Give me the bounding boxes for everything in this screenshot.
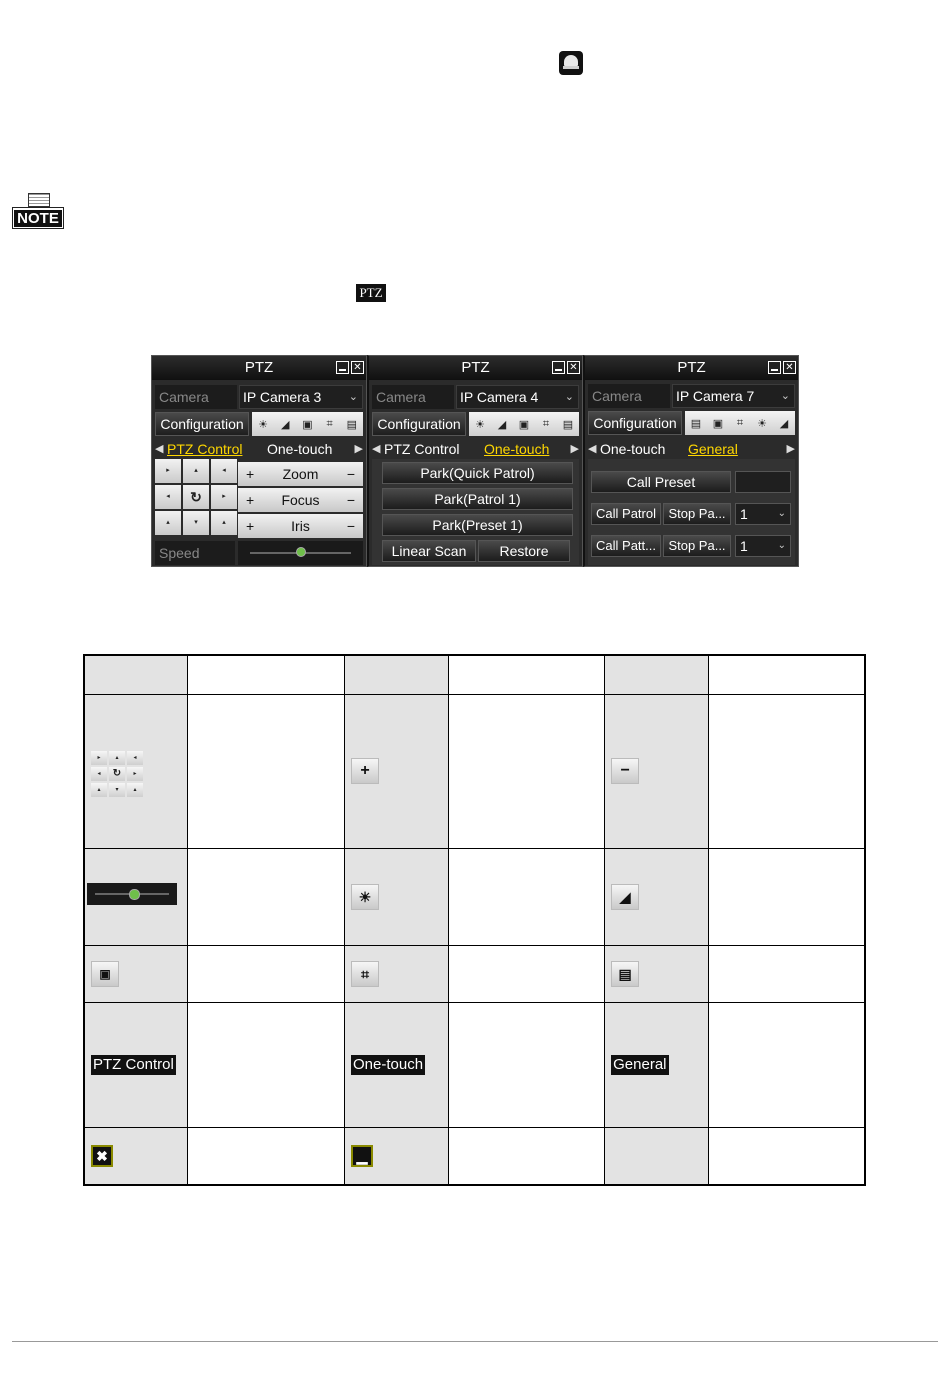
focus-label: Focus (281, 492, 320, 508)
light-icon[interactable]: ☀ (475, 418, 485, 431)
tab-next-icon[interactable]: ▶ (570, 443, 579, 455)
table-cell (448, 848, 605, 945)
chevron-down-icon: ⌄ (780, 390, 790, 402)
panel-title-bar (585, 356, 798, 380)
light-icon[interactable]: ☀ (757, 417, 767, 430)
camera-label: Camera (155, 385, 237, 409)
panel-title: PTZ (677, 359, 706, 376)
iris-control[interactable] (238, 514, 363, 538)
table-cell (345, 694, 449, 848)
table-cell (448, 1002, 605, 1127)
table-cell (188, 694, 345, 848)
table-cell (605, 694, 709, 848)
up-left-arrow[interactable]: ▸ (155, 459, 181, 483)
table-cell (448, 694, 605, 848)
table-cell (84, 1002, 188, 1127)
plus-icon: + (351, 758, 379, 784)
table-cell (84, 945, 188, 1002)
restore-button[interactable]: Restore (478, 540, 570, 562)
table-cell (605, 1002, 709, 1127)
focus-minus[interactable]: − (346, 492, 355, 508)
pattern-select-value: 1 (740, 538, 748, 554)
panel-title-bar (369, 356, 582, 380)
table-cell (448, 1127, 605, 1185)
up-arrow[interactable]: ▴ (183, 459, 209, 483)
table-cell (708, 1127, 865, 1185)
camera-label: Camera (372, 385, 454, 409)
iris-plus[interactable]: + (246, 518, 255, 534)
table-cell (188, 945, 345, 1002)
wiper-icon[interactable]: ◢ (281, 418, 290, 431)
chevron-down-icon: ⌄ (777, 540, 786, 551)
table-cell (708, 1002, 865, 1127)
table-cell (188, 848, 345, 945)
linear-scan-button[interactable]: Linear Scan (382, 540, 476, 562)
ptz-button-icon[interactable]: PTZ (356, 284, 386, 302)
auto-scan-icon[interactable]: ↻ (183, 485, 209, 509)
note-icon (12, 193, 64, 235)
table-cell (345, 1002, 449, 1127)
park-preset-button[interactable]: Park(Preset 1) (382, 514, 573, 536)
table-cell (84, 1127, 188, 1185)
configuration-button[interactable]: Configuration (588, 411, 682, 435)
tab-one-touch[interactable]: One-touch (267, 441, 333, 457)
table-cell (708, 655, 865, 694)
table-cell (84, 655, 188, 694)
call-pattern-button[interactable]: Call Patt... (591, 535, 661, 557)
icon-reference-table (83, 654, 866, 1186)
ptz-panel-one-touch (367, 355, 583, 567)
chevron-down-icon: ⌄ (564, 391, 574, 403)
direction-pad-icon: ▸ ▴ ◂ ◂ ↻ ▸ ▴ ▾ ▴ (91, 751, 143, 797)
table-cell (84, 694, 188, 848)
down-right-arrow[interactable]: ▴ (211, 511, 237, 535)
zoom-minus[interactable]: − (346, 466, 355, 482)
light-icon[interactable]: ☀ (258, 418, 269, 431)
speed-slider[interactable] (238, 541, 363, 565)
wiper-icon[interactable]: ◢ (779, 417, 789, 430)
table-cell (345, 655, 449, 694)
down-left-arrow[interactable]: ▴ (155, 511, 181, 535)
table-cell (708, 848, 865, 945)
general-body (588, 459, 795, 565)
minus-icon: − (611, 758, 639, 784)
direction-pad (155, 459, 235, 535)
park-patrol-button[interactable]: Park(Patrol 1) (382, 488, 573, 510)
one-touch-body (372, 459, 579, 565)
camera-label: Camera (588, 384, 670, 408)
table-cell (708, 694, 865, 848)
tool-strip (469, 412, 579, 436)
call-preset-button[interactable]: Call Preset (591, 471, 731, 493)
one-touch-tab-icon: One-touch (353, 1055, 424, 1073)
minimize-button[interactable] (336, 361, 349, 374)
ptz-control-tab-icon: PTZ Control (93, 1055, 174, 1073)
iris-label: Iris (291, 518, 310, 534)
close-icon: ✖ (91, 1145, 113, 1167)
speed-slider-knob[interactable] (296, 547, 306, 557)
zoom-label: Zoom (282, 466, 319, 482)
table-row (84, 1002, 865, 1127)
tab-general[interactable]: General (688, 441, 738, 457)
table-cell (345, 848, 449, 945)
minimize-button[interactable] (768, 361, 781, 374)
table-row (84, 848, 865, 945)
table-cell (345, 945, 449, 1002)
focus-plus[interactable]: + (246, 492, 255, 508)
wiper-icon: ◢ (611, 884, 639, 910)
table-cell (188, 1127, 345, 1185)
patrol-select-value: 1 (740, 506, 748, 522)
table-cell (605, 945, 709, 1002)
3d-icon[interactable]: ▣ (518, 418, 530, 431)
camera-select-value: IP Camera 4 (460, 389, 539, 405)
zoom-plus[interactable]: + (246, 466, 255, 482)
camera-select[interactable] (672, 384, 795, 408)
panel-title: PTZ (244, 359, 274, 376)
preset-input[interactable] (735, 471, 791, 493)
table-cell (605, 1127, 709, 1185)
table-row (84, 1127, 865, 1185)
panel-title-bar (152, 356, 366, 380)
center-icon: ⌗ (351, 961, 379, 987)
park-quick-patrol-button[interactable]: Park(Quick Patrol) (382, 462, 573, 484)
down-arrow[interactable]: ▾ (183, 511, 209, 535)
table-cell (605, 848, 709, 945)
table-cell (708, 945, 865, 1002)
center-icon[interactable]: ⌗ (326, 417, 333, 430)
minimize-icon: ▁ (351, 1145, 373, 1167)
menu-icon: ▤ (611, 961, 639, 987)
center-icon[interactable]: ⌗ (542, 417, 550, 430)
configuration-button[interactable]: Configuration (155, 412, 249, 436)
note-label: NOTE (14, 210, 62, 227)
call-patrol-button[interactable]: Call Patrol (591, 503, 661, 525)
3d-icon[interactable]: ▣ (712, 417, 724, 430)
speed-slider-icon (87, 883, 177, 905)
table-cell (448, 945, 605, 1002)
table-row (84, 945, 865, 1002)
ptz-panel-general (583, 355, 799, 567)
3d-icon: ▣ (91, 961, 119, 987)
right-arrow[interactable]: ▸ (211, 485, 237, 509)
table-cell (188, 1002, 345, 1127)
chevron-down-icon: ⌄ (348, 391, 358, 403)
iris-minus[interactable]: − (346, 518, 355, 534)
patrol-select[interactable] (735, 503, 791, 525)
close-button[interactable]: ✕ (351, 361, 364, 374)
wiper-icon[interactable]: ◢ (497, 418, 507, 431)
configuration-button[interactable]: Configuration (372, 412, 466, 436)
pattern-select[interactable] (735, 535, 791, 557)
menu-icon[interactable]: ▤ (346, 418, 358, 431)
speed-label: Speed (155, 541, 235, 565)
ptz-dome-icon (559, 51, 583, 75)
center-icon[interactable]: ⌗ (736, 416, 744, 429)
general-tab-icon: General (613, 1055, 667, 1073)
tool-strip (252, 412, 363, 436)
camera-select[interactable] (239, 385, 363, 409)
menu-icon[interactable]: ▤ (690, 417, 702, 430)
table-cell (448, 655, 605, 694)
panel-title: PTZ (461, 359, 490, 376)
tab-prev-icon[interactable]: ◀ (372, 443, 381, 455)
chevron-down-icon: ⌄ (777, 508, 786, 519)
up-right-arrow[interactable]: ◂ (211, 459, 237, 483)
table-cell (188, 655, 345, 694)
camera-select-value: IP Camera 7 (676, 388, 755, 404)
close-button[interactable]: ✕ (783, 361, 796, 374)
tab-prev-icon[interactable]: ◀ (155, 443, 164, 455)
tab-next-icon[interactable]: ▶ (354, 443, 363, 455)
tab-next-icon[interactable]: ▶ (786, 443, 795, 455)
3d-icon[interactable]: ▣ (302, 418, 313, 431)
ptz-panel-control (151, 355, 367, 567)
focus-control[interactable] (238, 488, 363, 512)
table-cell (605, 655, 709, 694)
zoom-control[interactable] (238, 462, 363, 486)
close-button[interactable]: ✕ (567, 361, 580, 374)
light-icon: ☀ (351, 884, 379, 910)
tab-one-touch[interactable]: One-touch (484, 441, 550, 457)
stop-pattern-button[interactable]: Stop Pa... (663, 535, 731, 557)
tab-prev-icon[interactable]: ◀ (588, 443, 597, 455)
menu-icon[interactable]: ▤ (562, 418, 574, 431)
left-arrow[interactable]: ◂ (155, 485, 181, 509)
stop-patrol-button[interactable]: Stop Pa... (663, 503, 731, 525)
camera-select-value: IP Camera 3 (243, 389, 322, 405)
minimize-button[interactable] (552, 361, 565, 374)
tab-ptz-control[interactable]: PTZ Control (167, 441, 243, 457)
tab-one-touch[interactable]: One-touch (600, 441, 666, 457)
table-header-row (84, 655, 865, 694)
tab-ptz-control[interactable]: PTZ Control (384, 441, 460, 457)
footer-divider (12, 1341, 938, 1342)
camera-select[interactable] (456, 385, 579, 409)
table-row (84, 694, 865, 848)
table-cell (84, 848, 188, 945)
table-cell (345, 1127, 449, 1185)
ptz-panels (151, 355, 799, 567)
tool-strip (685, 411, 795, 435)
